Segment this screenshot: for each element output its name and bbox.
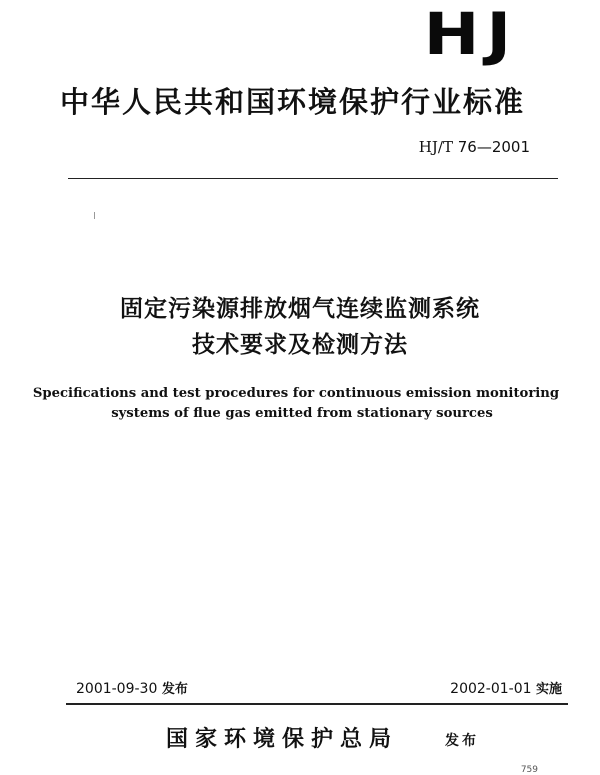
publisher-suffix: 发布 xyxy=(445,733,479,749)
standard-code-number: 76—2001 xyxy=(457,138,530,156)
implementation-date-value: 2002-01-01 xyxy=(450,681,532,697)
chinese-title-line-1: 固定污染源排放烟气连续监测系统 xyxy=(120,296,480,322)
header-divider xyxy=(68,178,558,179)
chinese-title-line-2: 技术要求及检测方法 xyxy=(192,332,408,358)
scan-mark xyxy=(94,212,95,219)
english-title-line-1: Specifications and test procedures for continuous emission monitoring xyxy=(32,386,560,401)
standard-code-prefix: HJ/T xyxy=(418,138,453,156)
organization-heading: 中华人民共和国环境保护行业标准 xyxy=(60,85,526,119)
footer-divider xyxy=(66,703,568,705)
hj-logo: HJ xyxy=(423,0,518,68)
implementation-date xyxy=(450,680,562,699)
english-title-line-2: systems of flue gas emitted from stationary sources xyxy=(111,406,493,421)
page-number: 759 xyxy=(520,765,538,775)
standard-code xyxy=(419,138,530,156)
issue-date-suffix: 发布 xyxy=(161,682,188,697)
implementation-date-suffix: 实施 xyxy=(535,682,562,697)
issue-date xyxy=(76,680,188,699)
publisher-name: 国家环境保护总局 xyxy=(166,727,399,752)
issue-date-value: 2001-09-30 xyxy=(76,681,158,697)
